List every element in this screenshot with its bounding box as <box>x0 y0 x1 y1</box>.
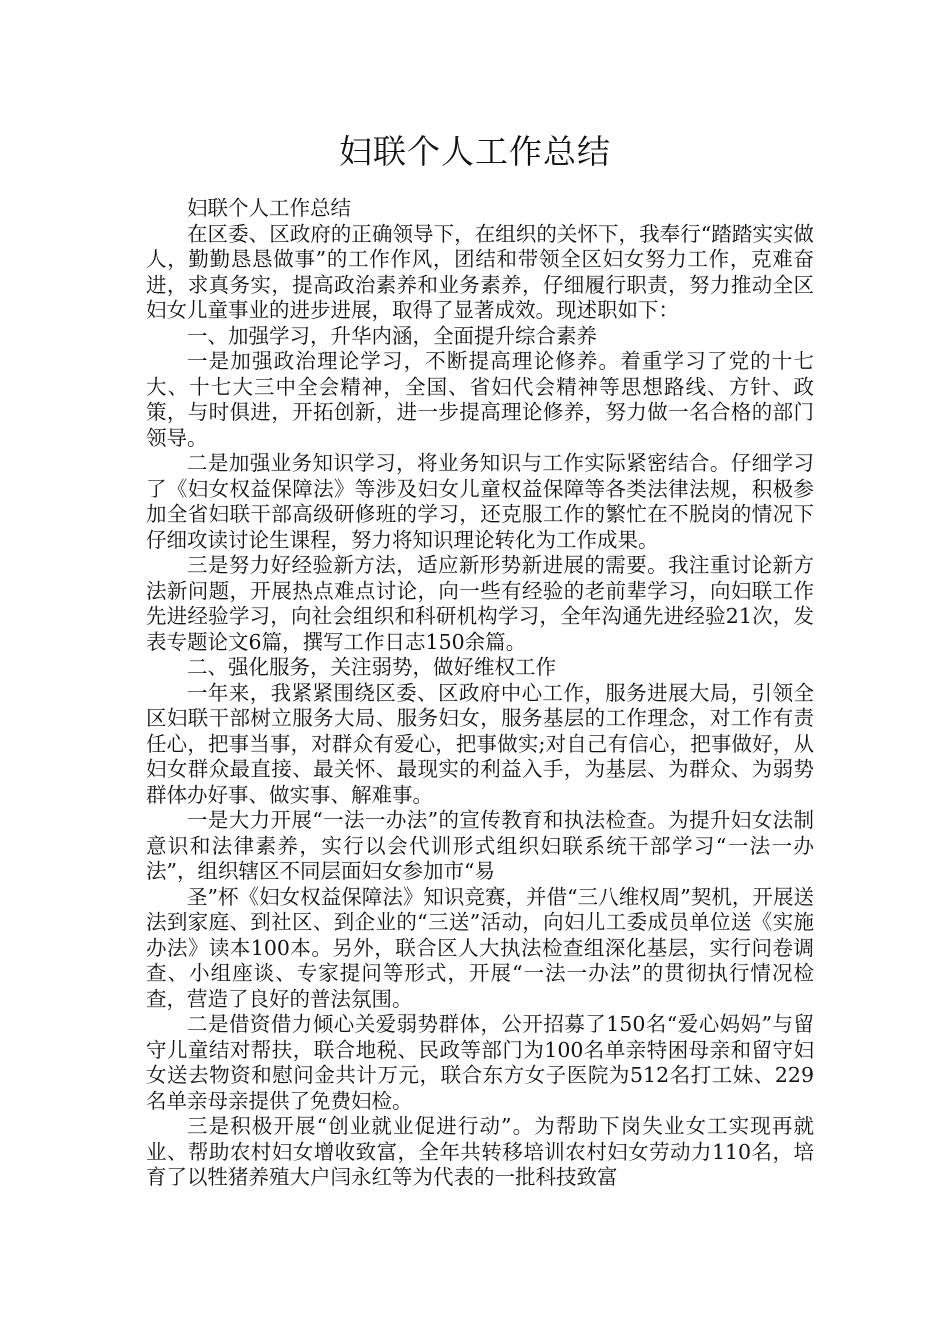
section-heading-2: 二、强化服务，关注弱势，做好维权工作 <box>187 655 556 679</box>
paragraph: 一是大力开展“一法一办法”的宣传教育和执法检查。为提升妇女法制意识和法律素养，实行以会代训形式组织妇联系统干部学习“一法一办法”，组织辖区不同层面妇女参加市“易 <box>146 808 814 883</box>
paragraph: 三是积极开展“创业就业促进行动”。为帮助下岗失业女工实现再就业、帮助农村妇女增收致富，全年共转移培训农村妇女劳动力110名，培育了以牲猪养殖大户闫永红等为代表的一批科技致富 <box>146 1114 814 1189</box>
section-heading-1: 一、加强学习，升华内涵，全面提升综合素养 <box>187 323 597 348</box>
paragraph-intro: 在区委、区政府的正确领导下，在组织的关怀下，我奉行“踏踏实实做人，勤勤恳恳做事”的工作作风，团结和带领全区妇女努力工作，克难奋进，求真务实，提高政治素养和业务素养，仔细履行职责，努力推动全区妇女儿童事业的进步进展，取得了显著成效。现述职如下： <box>146 221 814 322</box>
paragraph: 一年来，我紧紧围绕区委、区政府中心工作，服务进展大局，引领全区妇联干部树立服务大局、服务妇女，服务基层的工作理念，对工作有责任心，把事当事，对群众有爱心，把事做实;对自己有信心，把事做好，从妇女群众最直接、最关怀、最现实的利益入手，为基层、为群众、为弱势群体办好事、做实事、解难事。 <box>146 680 814 807</box>
paragraph-subtitle: 妇联个人工作总结 <box>187 196 351 220</box>
paragraph: 一是加强政治理论学习，不断提高理论修养。着重学习了党的十七大、十七大三中全会精神，全国、省妇代会精神等思想路线、方针、政策，与时俱进，开拓创新，进一步提高理论修养，努力做一名合格的部门领导。 <box>146 349 814 450</box>
paragraph: 二是加强业务知识学习，将业务知识与工作实际紧密结合。仔细学习了《妇女权益保障法》等涉及妇女儿童权益保障等各类法律法规，积极参加全省妇联干部高级研修班的学习，还克服工作的繁忙在不脱岗的情况下仔细攻读讨论生课程，努力将知识理论转化为工作成果。 <box>146 451 814 552</box>
paragraph: 二是借资借力倾心关爱弱势群体，公开招募了150名“爱心妈妈”与留守儿童结对帮扶，联合地税、民政等部门为100名单亲特困母亲和留守妇女送去物资和慰问金共计万元，联合东方女子医院为512名打工妹、229名单亲母亲提供了免费妇检。 <box>146 1012 814 1113</box>
document-title: 妇联个人工作总结 <box>339 132 611 171</box>
document-body <box>146 196 814 1191</box>
paragraph: 圣”杯《妇女权益保障法》知识竞赛，并借“三八维权周”契机，开展送法到家庭、到社区、到企业的“三送”活动，向妇儿工委成员单位送《实施办法》读本100本。另外，联合区人大执法检查组深化基层，实行问卷调查、小组座谈、专家提问等形式，开展“一法一办法”的贯彻执行情况检查，营造了良好的普法氛围。 <box>146 884 814 1011</box>
paragraph: 三是努力好经验新方法，适应新形势新进展的需要。我注重讨论新方法新问题，开展热点难点讨论，向一些有经验的老前辈学习，向妇联工作先进经验学习，向社会组织和科研机构学习，全年沟通先进经验21次，发表专题论文6篇，撰写工作日志150余篇。 <box>146 553 814 654</box>
